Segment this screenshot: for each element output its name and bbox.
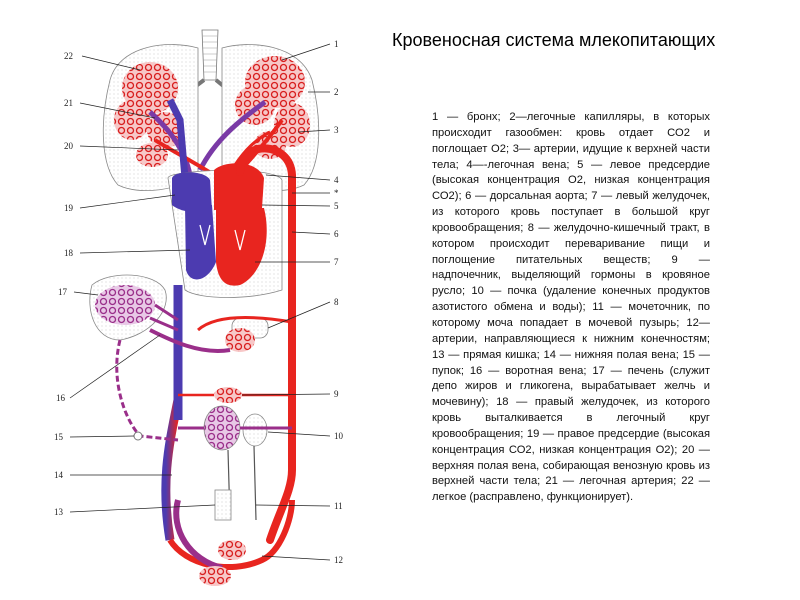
label-4: 4	[334, 175, 339, 185]
label-2: 2	[334, 87, 339, 97]
label-9: 9	[334, 389, 339, 399]
label-7: 7	[334, 257, 339, 267]
label-11: 11	[334, 501, 343, 511]
gastrointestinal-tract	[198, 317, 292, 352]
label-14: 14	[54, 470, 63, 480]
adrenal-gland	[178, 387, 292, 403]
label-16: 16	[56, 393, 65, 403]
ureters	[228, 446, 256, 520]
label-3: 3	[334, 125, 339, 135]
label-19: 19	[64, 203, 73, 213]
circulatory-system-diagram	[0, 0, 360, 600]
umbilicus	[134, 432, 142, 440]
label-6: 6	[334, 229, 339, 239]
portal-vein	[150, 330, 230, 351]
label-13: 13	[54, 507, 63, 517]
legend-description: 1 — бронх; 2—легочные капилляры, в которых происходит газообмен: кровь отдает СО2 и поглощает О2; 3— артерии, идущие к верхней части тела; 4—-легочная вена; 5 — левое предсердие (высокая концентрация О2, низкая концентрация СО2); 6 — дорсальная аорта; 7 — левый желудочек, из которого кровь поступает в большой круг кровообращения; 8 — желудочно-кишечный тракт, в котором происходит переваривание пищи и поглощение питательных веществ; 9 — надпочечник, выделяющий гормоны в кровяное русло; 10 — почка (удаление конечных продуктов азотистого обмена и воды); 11 — мочеточник, по которому моча попадает в мочевой пузырь; 12—артерии, направляющиеся к нижним конечностям; 13 — прямая кишка; 14 — нижняя полая вена; 15 — пупок; 16 — воротная вена; 17 — печень (служит депо жиров и гликогена, вырабатывает желчь и мочевину); 18 — правый желудочек, из которого кровь выталкивается в легочный круг кровообращения; 19 — правое предсердие (высокая концентрация СО2, низкая концентрация О2); 20 — верхняя полая вена, собирающая венозную кровь из верхней части тела; 21 — легочная артерия; 22 — легкое (расправлено, функционирует).	[432, 111, 710, 504]
label-8: 8	[334, 297, 339, 307]
label-1: 1	[334, 39, 339, 49]
label-star: *	[334, 188, 339, 198]
label-5: 5	[334, 201, 339, 211]
liver-capillaries	[95, 285, 155, 325]
label-20: 20	[64, 141, 73, 151]
label-12: 12	[334, 555, 343, 565]
label-10: 10	[334, 431, 343, 441]
label-17: 17	[58, 287, 67, 297]
rectum	[215, 490, 231, 520]
label-21: 21	[64, 98, 73, 108]
label-18: 18	[64, 248, 73, 258]
page-title: Кровеносная система млекопитающих	[392, 30, 716, 50]
right-ventricle	[185, 205, 216, 279]
label-22: 22	[64, 51, 73, 61]
label-15: 15	[54, 432, 63, 442]
kidneys	[178, 406, 292, 450]
